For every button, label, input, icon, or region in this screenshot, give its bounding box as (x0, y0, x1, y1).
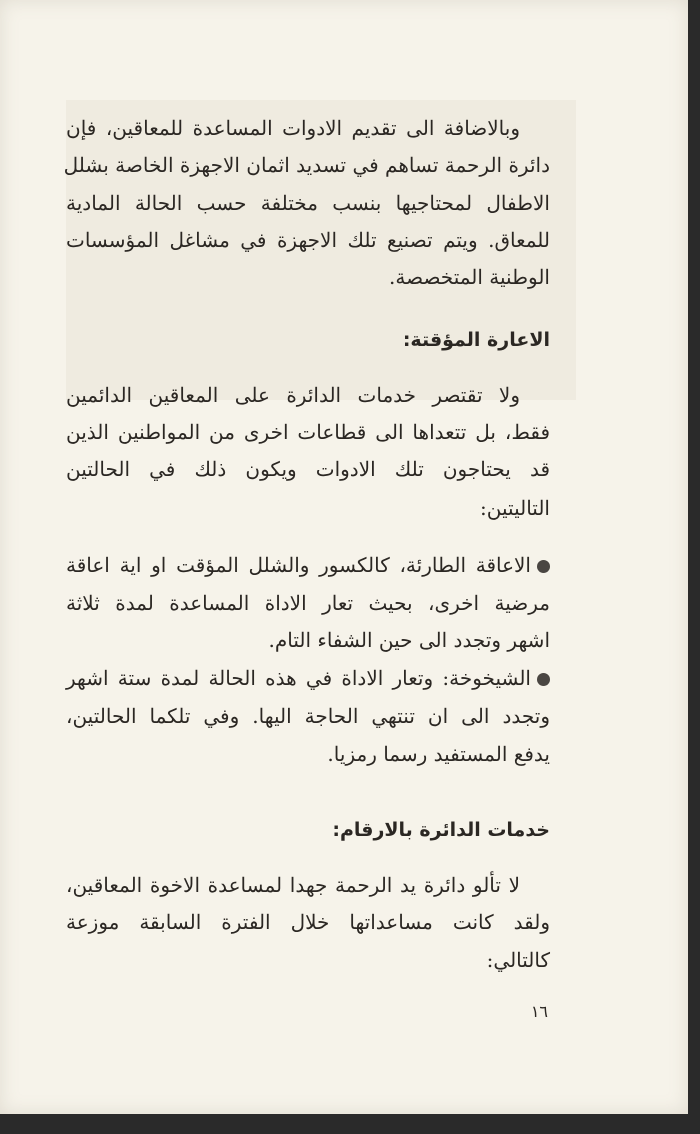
bullet-item-line: وتجدد الى ان تنتهي الحاجة اليها. وفي تلكما الحالتين، (66, 704, 550, 728)
paragraph-2-line: ولا تقتصر خدمات الدائرة على المعاقين الدائمين (66, 383, 520, 407)
paragraph-1-line: الاطفال لمحتاجيها بنسب مختلفة حسب الحالة المادية (66, 191, 550, 215)
bullet-item-line (66, 663, 550, 693)
bullet-text: الشيخوخة: وتعار الاداة في هذه الحالة لمدة ستة اشهر (66, 666, 531, 690)
page-number: ١٦ (530, 1002, 548, 1021)
paragraph-3-line: كالتالي: (486, 948, 550, 972)
paragraph-2-line: قد يحتاجون تلك الادوات ويكون ذلك في الحالتين (66, 457, 550, 481)
paragraph-2-line: التاليتين: (480, 496, 550, 520)
bullet-text: الاعاقة الطارئة، كالكسور والشلل المؤقت او اية اعاقة (66, 553, 531, 577)
paragraph-3-line: لا تألو دائرة يد الرحمة جهدا لمساعدة الاخوة المعاقين، (66, 873, 520, 897)
bullet-icon (537, 673, 550, 686)
paragraph-1-line: وبالاضافة الى تقديم الادوات المساعدة للمعاقين، فإن (66, 116, 520, 140)
bullet-item-line: اشهر وتجدد الى حين الشفاء التام. (268, 628, 550, 652)
paragraph-3-line: ولقد كانت مساعداتها خلال الفترة السابقة موزعة (66, 910, 550, 934)
paragraph-1-line: دائرة الرحمة تساهم في تسديد اثمان الاجهزة الخاصة بشلل (63, 153, 550, 177)
section-heading: الاعارة المؤقتة: (402, 329, 550, 351)
paragraph-2-line: فقط، بل تتعداها الى قطاعات اخرى من المواطنين الذين (66, 420, 550, 444)
paragraph-1-line: للمعاق. ويتم تصنيع تلك الاجهزة في مشاغل المؤسسات (66, 228, 550, 252)
section-heading: خدمات الدائرة بالارقام: (332, 819, 550, 841)
bullet-item-line (66, 550, 550, 580)
bullet-icon (537, 560, 550, 573)
paragraph-1-line: الوطنية المتخصصة. (389, 265, 550, 289)
bullet-item-line: مرضية اخرى، بحيث تعار الاداة المساعدة لمدة ثلاثة (66, 591, 550, 615)
bullet-item-line: يدفع المستفيد رسما رمزيا. (327, 742, 550, 766)
